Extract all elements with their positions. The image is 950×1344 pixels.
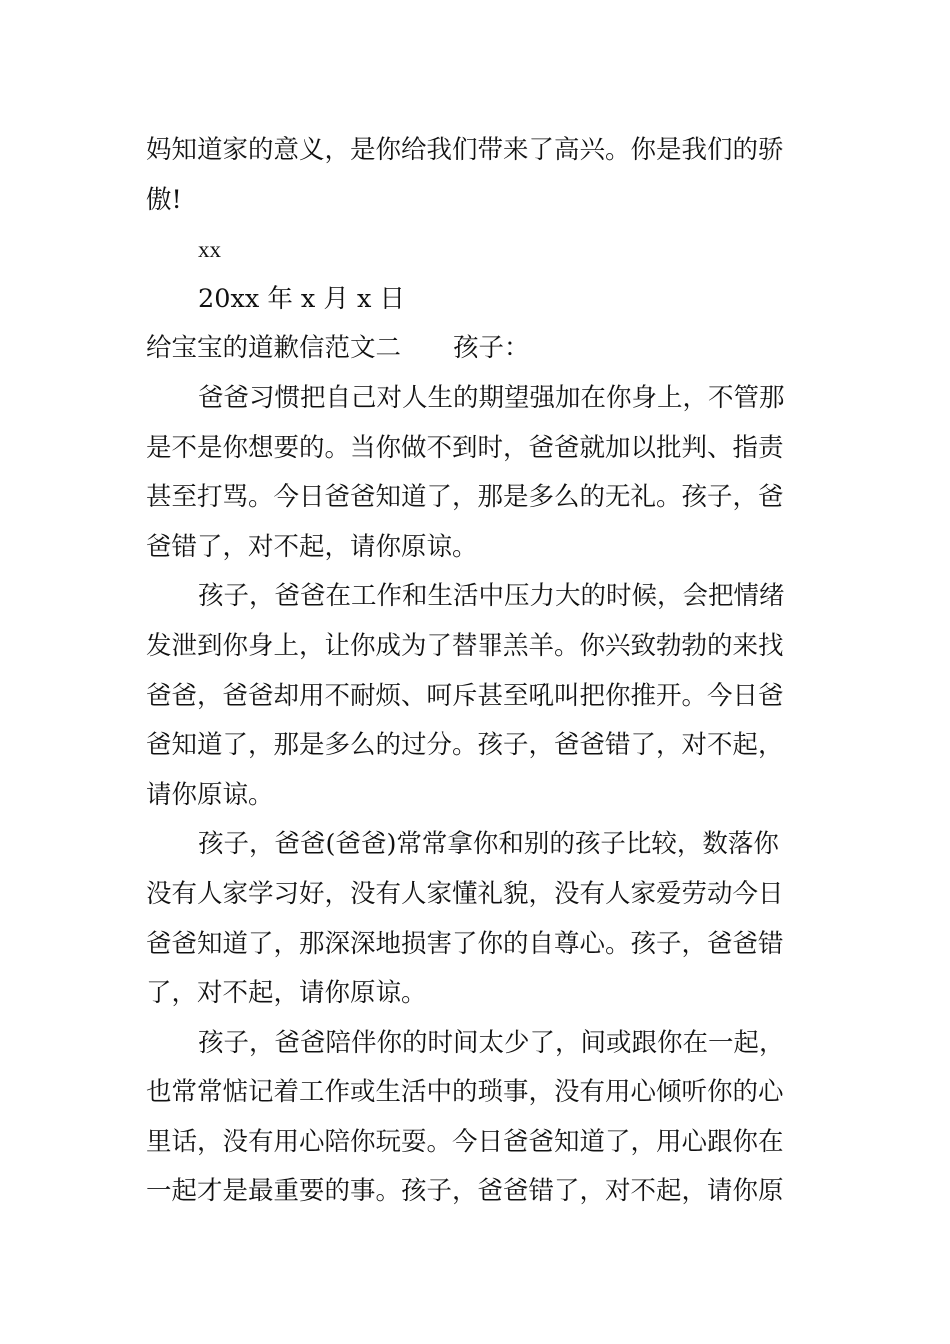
text-line: 一起才是最重要的事。孩子，爸爸错了，对不起，请你原 bbox=[146, 1176, 784, 1207]
text-line: 爸爸，爸爸却用不耐烦、呵斥甚至吼叫把你推开。今日爸 bbox=[146, 680, 784, 711]
text-line: 发泄到你身上，让你成为了替罪羔羊。你兴致勃勃的来找 bbox=[146, 630, 784, 661]
section-heading-line bbox=[146, 324, 808, 374]
text-line: 傲! bbox=[146, 184, 182, 215]
text-line: 没有人家学习好，没有人家懂礼貌，没有人家爱劳动今日 bbox=[146, 878, 784, 909]
paragraph-start: 孩子，爸爸陪伴你的时间太少了，间或跟你在一起， bbox=[198, 1027, 785, 1058]
text-line: 爸错了，对不起，请你原谅。 bbox=[146, 531, 478, 562]
text-line: 爸知道了，那是多么的过分。孩子，爸爸错了，对不起， bbox=[146, 730, 784, 761]
text-line: 请你原谅。 bbox=[146, 779, 274, 810]
text-line: 里话，没有用心陪你玩耍。今日爸爸知道了，用心跟你在 bbox=[146, 1126, 784, 1157]
paragraph-start: 孩子，爸爸在工作和生活中压力大的时候，会把情绪 bbox=[198, 581, 785, 612]
text-line: 是不是你想要的。当你做不到时，爸爸就加以批判、指责 bbox=[146, 432, 784, 463]
letter-body bbox=[146, 126, 808, 1217]
text-line: 了，对不起，请你原谅。 bbox=[146, 978, 427, 1009]
paragraph-start: 爸爸习惯把自己对人生的期望强加在你身上，不管那 bbox=[198, 382, 785, 413]
text-line: 也常常惦记着工作或生活中的琐事，没有用心倾听你的心 bbox=[146, 1077, 784, 1108]
signature-name: xx bbox=[198, 237, 221, 263]
text-line: 爸爸知道了，那深深地损害了你的自尊心。孩子，爸爸错 bbox=[146, 928, 784, 959]
salutation: 孩子： bbox=[453, 333, 530, 364]
signature-date: 20xx 年 x 月 x 日 bbox=[198, 283, 406, 314]
paragraph-start: 孩子，爸爸(爸爸)常常拿你和别的孩子比较，数落你 bbox=[198, 829, 779, 860]
text-line: 妈知道家的意义，是你给我们带来了高兴。你是我们的骄 bbox=[146, 135, 784, 165]
section-title: 给宝宝的道歉信范文二 bbox=[146, 333, 402, 364]
text-line: 甚至打骂。今日爸爸知道了，那是多么的无礼。孩子，爸 bbox=[146, 482, 784, 513]
